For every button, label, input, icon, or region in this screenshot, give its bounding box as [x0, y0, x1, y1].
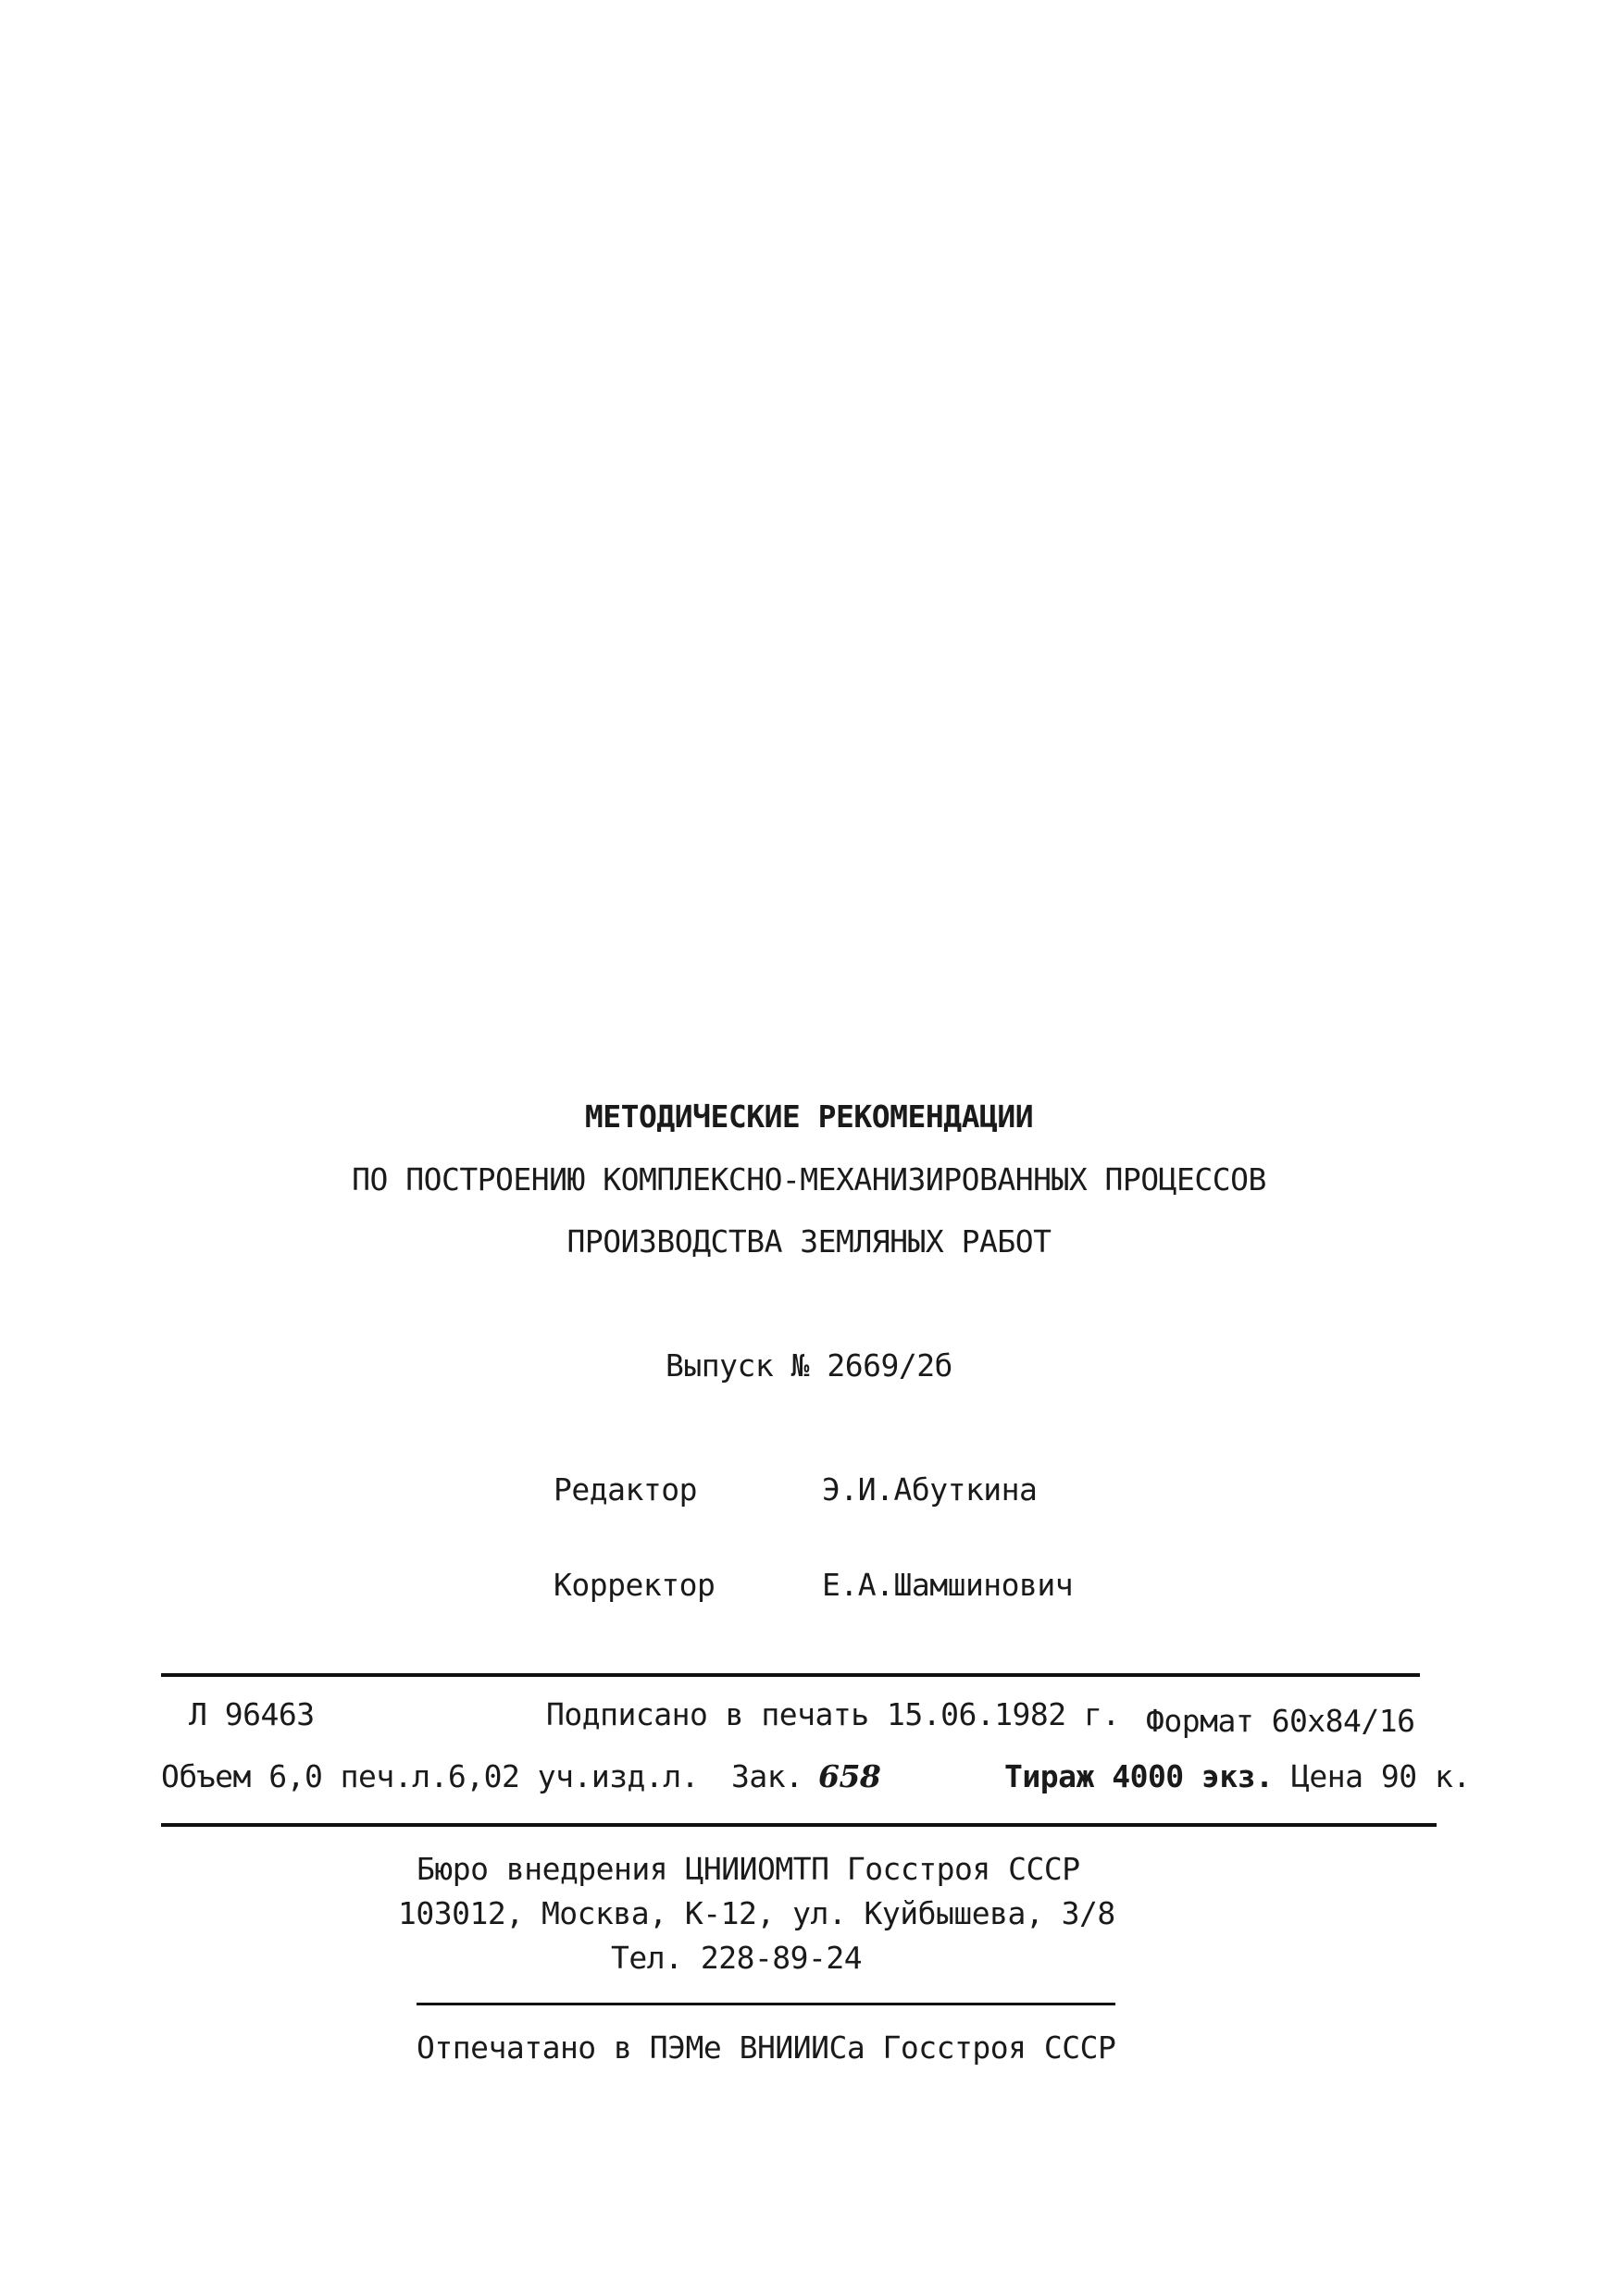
order-number: 658 [818, 1758, 881, 1794]
title-line-2: ПО ПОСТРОЕНИЮ КОМПЛЕКСНО-МЕХАНИЗИРОВАННЫХ ПРОЦЕССОВ [352, 1161, 1266, 1198]
publisher-phone: Тел. 228-89-24 [611, 1940, 863, 1976]
corrector-name: Е.А.Шамшинович [822, 1567, 1074, 1603]
volume: Объем 6,0 печ.л.6,02 уч.изд.л. [161, 1758, 700, 1794]
top-rule [161, 1673, 1420, 1677]
price: Цена 90 к. [1291, 1758, 1471, 1794]
title-line-3: ПРОИЗВОДСТВА ЗЕМЛЯНЫХ РАБОТ [566, 1223, 1052, 1260]
format: Формат 60х84/16 [1146, 1703, 1415, 1739]
publisher-name: Бюро внедрения ЦНИИОМТП Госстроя СССР [417, 1851, 1080, 1887]
publisher-address: 103012, Москва, К-12, ул. Куйбышева, 3/8 [398, 1895, 1115, 1931]
printed-by: Отпечатано в ПЭМе ВНИИИСа Госстроя СССР [417, 2029, 1116, 2066]
corrector-label: Корректор [554, 1567, 716, 1603]
issue-number: Выпуск № 2669/2б [666, 1347, 952, 1384]
bottom-rule [161, 1823, 1437, 1827]
title-line-1: МЕТОДИЧЕСКИЕ РЕКОМЕНДАЦИИ [584, 1098, 1034, 1135]
editor-label: Редактор [554, 1471, 697, 1508]
print-run: Тираж 4000 экз. [1004, 1758, 1274, 1794]
order-label: Зак. [731, 1758, 803, 1794]
printer-rule [417, 2003, 1115, 2005]
signed-date: Подписано в печать 15.06.1982 г. [546, 1696, 1120, 1732]
license-number: Л 96463 [189, 1696, 315, 1732]
editor-name: Э.И.Абуткина [822, 1471, 1038, 1508]
